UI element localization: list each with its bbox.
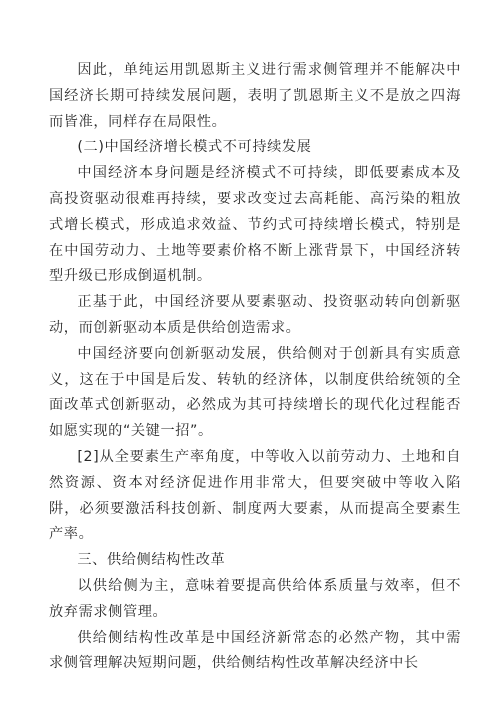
paragraph-innovation-driven: 正基于此，中国经济要从要素驱动、投资驱动转向创新驱动，而创新驱动本质是供给创造需求。	[49, 294, 461, 336]
paragraph-supply-side-significance: 中国经济要向创新驱动发展，供给侧对于创新具有实质意义，这在于中国是后发、转轨的经济体，以制度供给统领的全面改革式创新驱动，必然成为其可持续增长的现代化过程能否如愿实现的“关键一招”。	[49, 345, 461, 440]
document-page	[49, 58, 461, 677]
paragraph-keynesian-limitations: 因此，单纯运用凯恩斯主义进行需求侧管理并不能解决中国经济长期可持续发展问题，表明了凯恩斯主义不是放之四海而皆准，同样存在局限性。	[49, 62, 461, 130]
paragraph-total-factor-productivity: [2]从全要素生产率角度，中等收入以前劳动力、土地和自然资源、资本对经济促进作用非常大，但要突破中等收入陷阱，必须要激活科技创新、制度两大要素，从而提高全要素生产率。	[49, 448, 461, 543]
section-heading-structural-reform: 三、供给侧结构性改革	[77, 552, 226, 569]
paragraph-economic-model: 中国经济本身问题是经济模式不可持续，即低要素成本及高投资驱动很难再持续，要求改变过去高耗能、高污染的粗放式增长模式，形成追求效益、节约式可持续增长模式，特别是在中国劳动力、土地等要素价格不断上涨背景下，中国经济转型升级已形成倒逼机制。	[49, 165, 461, 285]
paragraph-supply-side-primary: 以供给侧为主，意味着要提高供给体系质量与效率，但不放弃需求侧管理。	[49, 577, 461, 620]
section-heading-growth-model: (二)中国经济增长模式不可持续发展	[77, 139, 312, 156]
paragraph-new-normal: 供给侧结构性改革是中国经济新常态的必然产物，其中需求侧管理解决短期问题，供给侧结构性改革解决经济中长	[49, 629, 461, 672]
